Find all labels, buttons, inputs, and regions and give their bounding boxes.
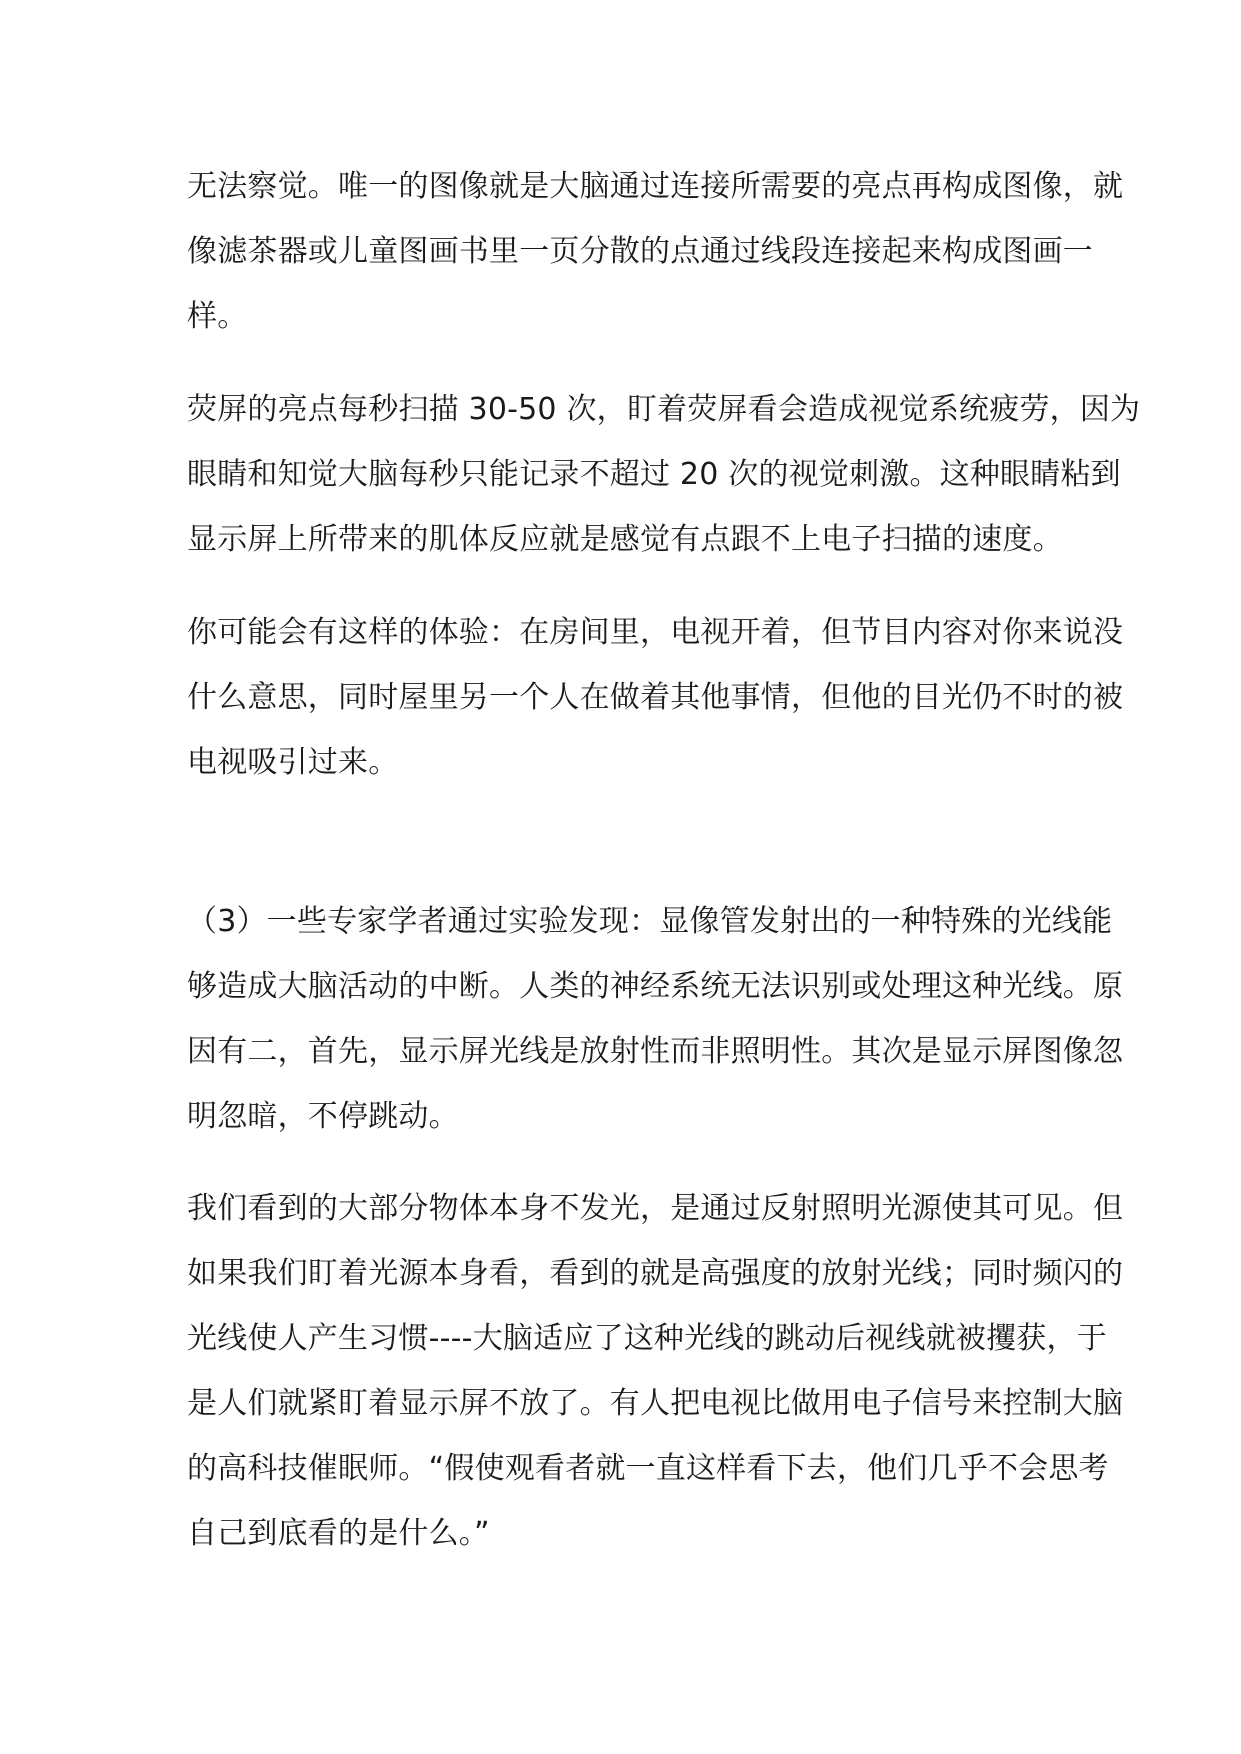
paragraph-line: 我们看到的大部分物体本身不发光，是通过反射照明光源使其可见。但 — [187, 1191, 1124, 1226]
paragraph-line: 因有二，首先，显示屏光线是放射性而非照明性。其次是显示屏图像忽 — [187, 1034, 1124, 1069]
paragraph — [187, 1176, 1124, 1566]
paragraph-line: 是人们就紧盯着显示屏不放了。有人把电视比做用电子信号来控制大脑 — [187, 1386, 1124, 1421]
paragraph-line: 如果我们盯着光源本身看，看到的就是高强度的放射光线；同时频闪的 — [187, 1256, 1124, 1291]
paragraph-line: 的高科技催眠师。“假使观看者就一直这样看下去，他们几乎不会思考 — [187, 1451, 1109, 1486]
paragraph-line: 你可能会有这样的体验：在房间里，电视开着，但节目内容对你来说没 — [187, 615, 1124, 650]
paragraph-line: 样。 — [187, 299, 248, 334]
paragraph-line: 显示屏上所带来的肌体反应就是感觉有点跟不上电子扫描的速度。 — [187, 522, 1063, 557]
paragraph-line: 眼睛和知觉大脑每秒只能记录不超过 20 次的视觉刺激。这种眼睛粘到 — [187, 457, 1121, 492]
paragraph — [187, 377, 1141, 572]
paragraph-line: 光线使人产生习惯----大脑适应了这种光线的跳动后视线就被攫获，于 — [187, 1321, 1107, 1356]
paragraph-line: 什么意思，同时屋里另一个人在做着其他事情，但他的目光仍不时的被 — [187, 680, 1124, 715]
paragraph-line: 无法察觉。唯一的图像就是大脑通过连接所需要的亮点再构成图像，就 — [187, 169, 1124, 204]
paragraph-line: 像滤茶器或儿童图画书里一页分散的点通过线段连接起来构成图画一 — [187, 234, 1093, 269]
paragraph — [187, 154, 1124, 349]
paragraph — [187, 889, 1124, 1149]
paragraph-line: （3）一些专家学者通过实验发现：显像管发射出的一种特殊的光线能 — [187, 904, 1113, 939]
paragraph-line: 电视吸引过来。 — [187, 745, 399, 780]
paragraph-line: 够造成大脑活动的中断。人类的神经系统无法识别或处理这种光线。原 — [187, 969, 1124, 1004]
paragraph-line: 荧屏的亮点每秒扫描 30-50 次，盯着荧屏看会造成视觉系统疲劳，因为 — [187, 392, 1141, 427]
paragraph-line: 自己到底看的是什么。” — [187, 1516, 490, 1551]
paragraph — [187, 600, 1124, 795]
paragraph-line: 明忽暗，不停跳动。 — [187, 1099, 459, 1134]
